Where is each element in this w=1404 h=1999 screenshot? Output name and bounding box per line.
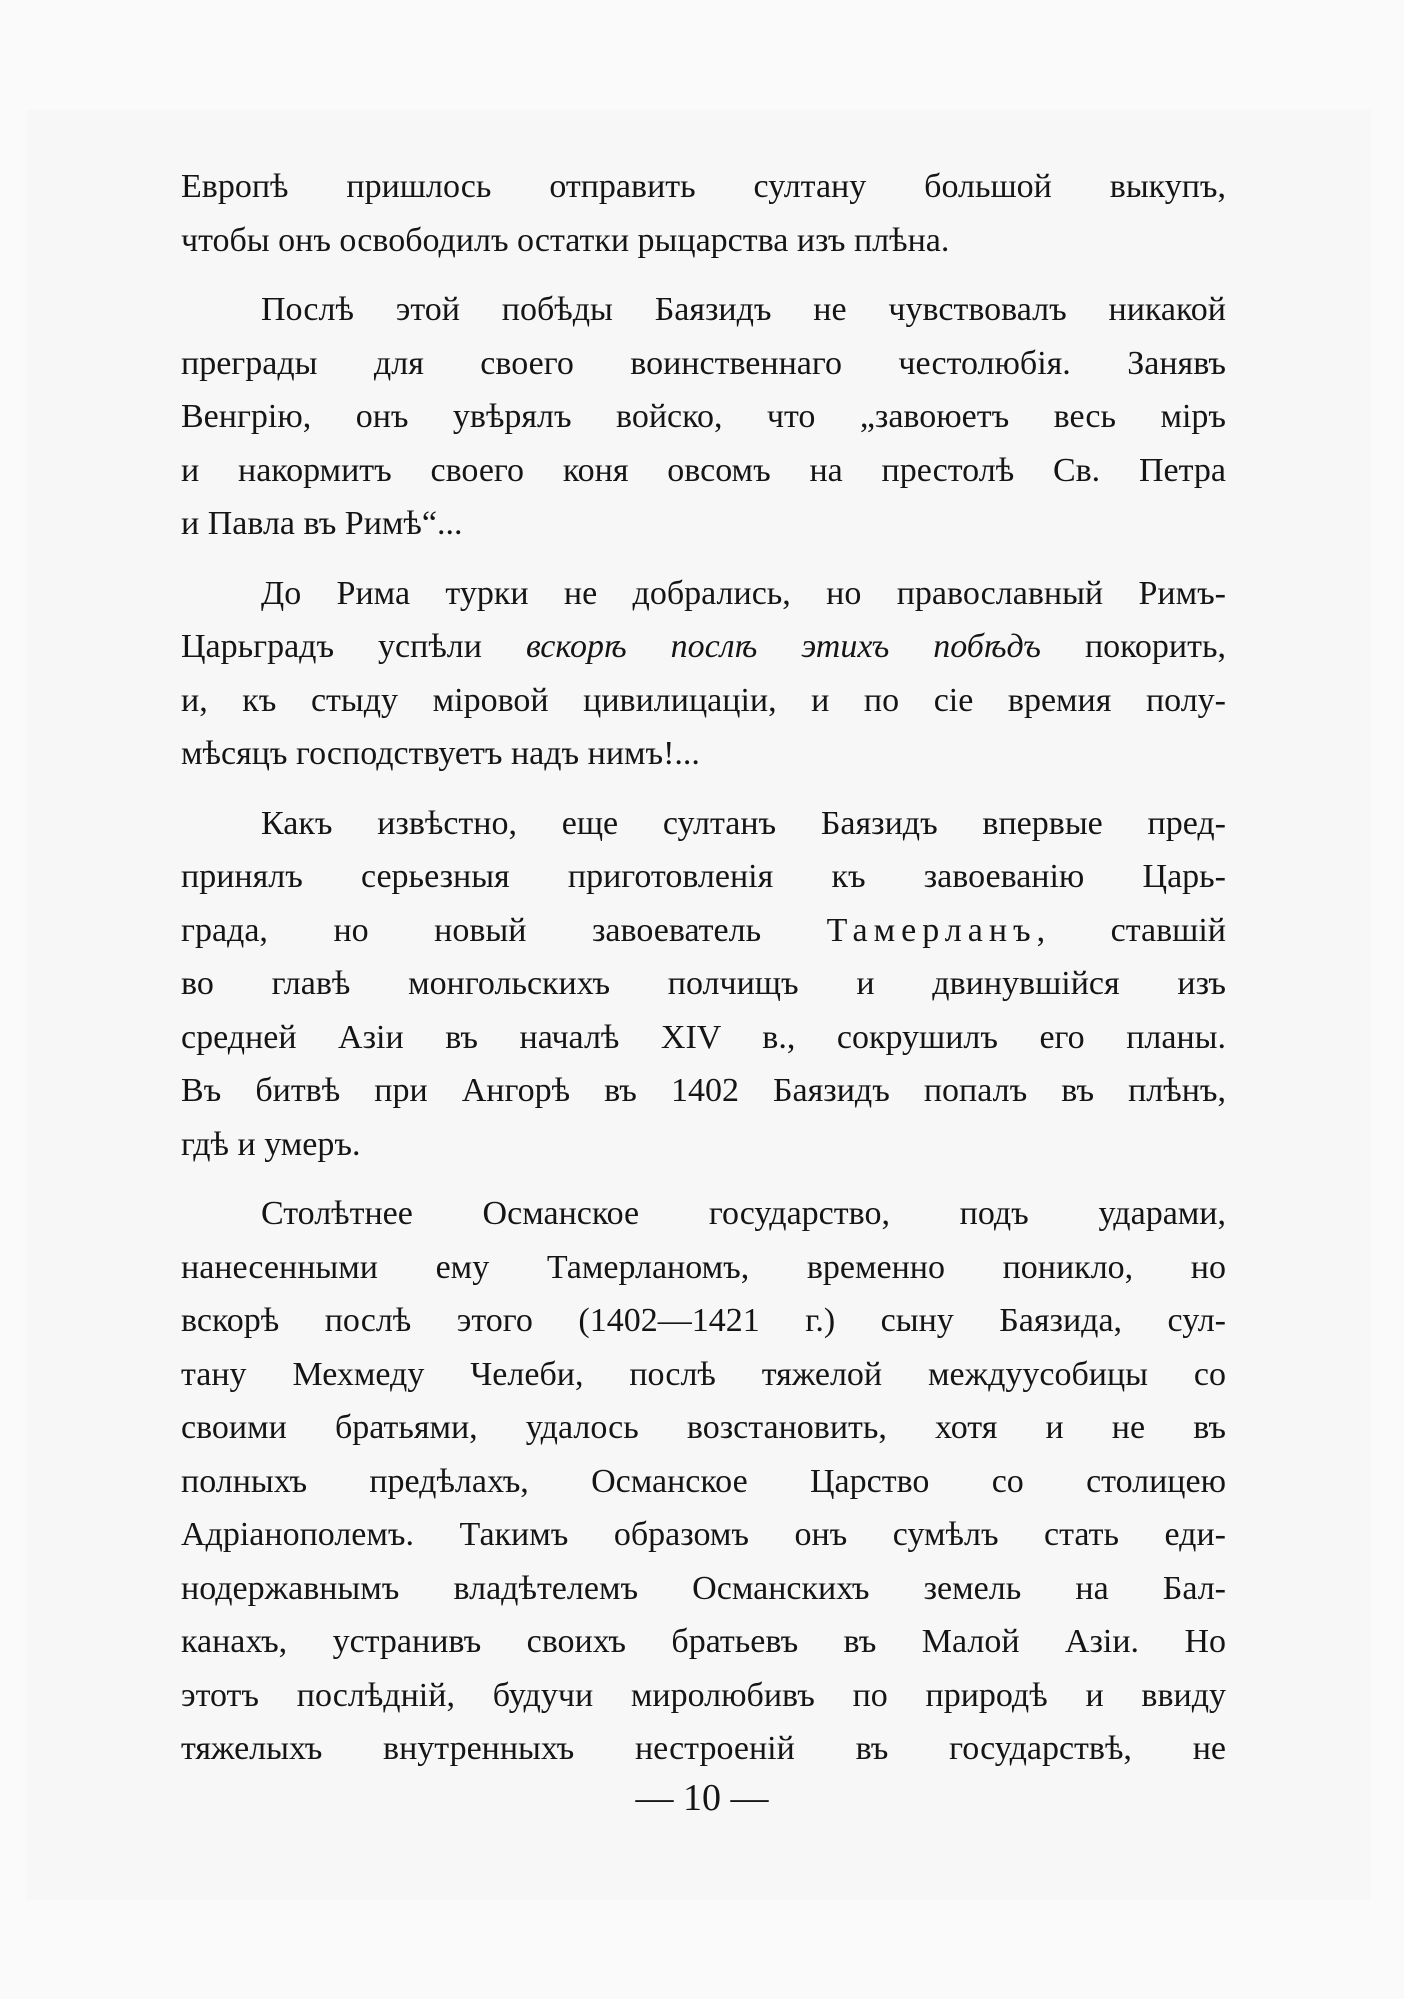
text-line: тяжелыхъ внутренныхъ нестроеній въ государствѣ, не xyxy=(181,1730,1226,1767)
text-line: Венгрію, онъ увѣрялъ войско, что „завоюетъ весь міръ xyxy=(181,398,1226,435)
text-line: и накормитъ своего коня овсомъ на престолѣ Св. Петра xyxy=(181,451,1226,489)
text-line: и, къ стыду міровой цивилицаціи, и по сіе времия полу- xyxy=(181,681,1226,719)
text-line: своими братьями, удалось возстановить, хотя и не въ xyxy=(181,1409,1226,1446)
text-line: мѣсяцъ господствуетъ надъ нимъ!... xyxy=(181,735,700,772)
text-line: во главѣ монгольскихъ полчищъ и двинувшійся изъ xyxy=(181,965,1226,1002)
text-line: Какъ извѣстно, еще султанъ Баязидъ впервые пред- xyxy=(261,804,1226,842)
text-line: чтобы онъ освободилъ остатки рыцарства изъ плѣна. xyxy=(181,221,950,259)
text-line: Царьградъ успѣли вскорѣ послѣ этихъ побѣдъ покорить, xyxy=(181,628,1226,665)
text-line: преграды для своего воинственнаго честолюбія. Занявъ xyxy=(181,344,1226,382)
text-line: этотъ послѣдній, будучи миролюбивъ по природѣ и ввиду xyxy=(181,1676,1226,1714)
text-line: До Рима турки не добрались, но православный Римъ- xyxy=(261,574,1226,612)
text-line: нанесенными ему Тамерланомъ, временно поникло, но xyxy=(181,1248,1226,1286)
text-line: полныхъ предѣлахъ, Османское Царство со столицею xyxy=(181,1462,1226,1500)
text-line: града, но новый завоеватель Тамерланъ, ставшій xyxy=(181,911,1226,949)
text-line: тану Мехмеду Челеби, послѣ тяжелой междуусобицы со xyxy=(181,1355,1226,1393)
text-line: гдѣ и умеръ. xyxy=(181,1125,361,1163)
text-line: канахъ, устранивъ своихъ братьевъ въ Малой Азіи. Но xyxy=(181,1623,1226,1660)
text-line: вскорѣ послѣ этого (1402—1421 г.) сыну Баязида, сул- xyxy=(181,1302,1226,1339)
text-line: Въ битвѣ при Ангорѣ въ 1402 Баязидъ попалъ въ плѣнъ, xyxy=(181,1072,1226,1109)
text-line: и Павла въ Римѣ“... xyxy=(181,505,463,542)
page-number: — 10 — xyxy=(635,1777,769,1819)
text-line: Столѣтнее Османское государство, подъ ударами, xyxy=(261,1195,1226,1232)
body-text xyxy=(181,160,1226,1776)
text-line: средней Азіи въ началѣ XIV в., сокрушилъ его планы. xyxy=(181,1018,1226,1056)
text-line: Послѣ этой побѣды Баязидъ не чувствовалъ никакой xyxy=(261,291,1226,328)
text-line: Европѣ пришлось отправить султану большой выкупъ, xyxy=(181,168,1226,205)
text-line: Адріанополемъ. Такимъ образомъ онъ сумѣлъ стать еди- xyxy=(181,1516,1226,1553)
text-line: нодержавнымъ владѣтелемъ Османскихъ земель на Бал- xyxy=(181,1569,1226,1607)
text-line: принялъ серьезныя приготовленія къ завоеванію Царь- xyxy=(181,858,1226,895)
